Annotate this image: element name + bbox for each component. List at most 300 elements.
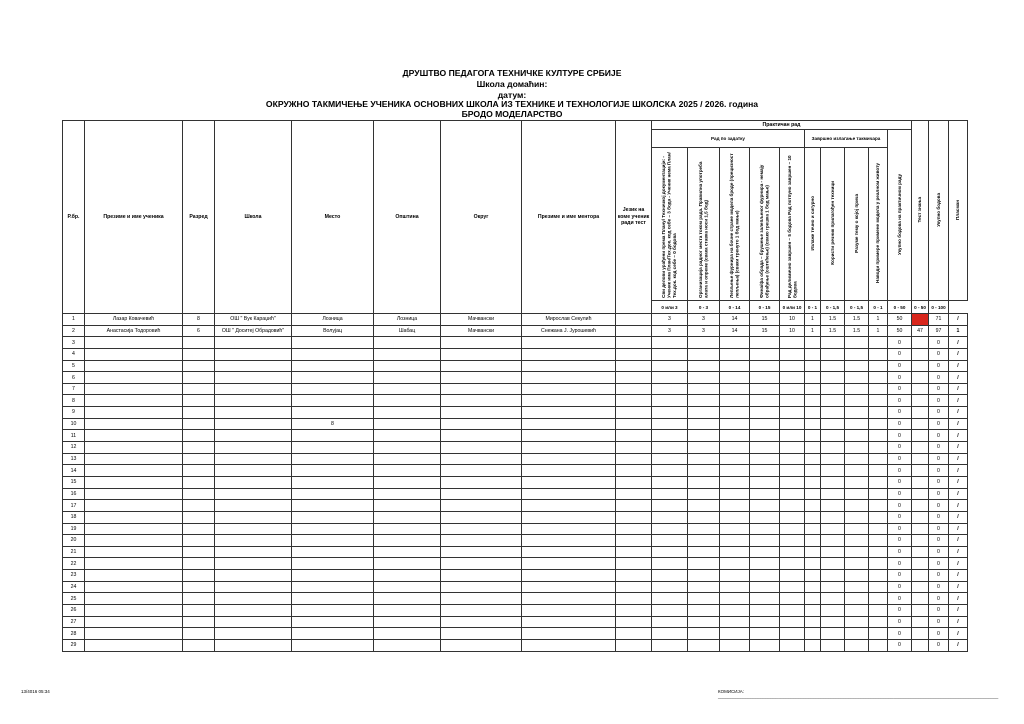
- cell-s3: [720, 337, 750, 349]
- cell-s4: [750, 453, 780, 465]
- cell-municipality: [374, 639, 441, 651]
- cell-language: [616, 639, 652, 651]
- cell-school: ОШ " Вук Караџић": [215, 314, 292, 326]
- cell-s6: [805, 372, 821, 384]
- cell-s9: [869, 511, 888, 523]
- cell-s4: [750, 546, 780, 558]
- cell-s3: [720, 605, 750, 617]
- cell-school: [215, 348, 292, 360]
- cell-s5: [780, 488, 805, 500]
- cell-total: 0: [929, 383, 949, 395]
- cell-mentor: [522, 500, 616, 512]
- cell-s8: [845, 570, 869, 582]
- cell-s6: [805, 593, 821, 605]
- cell-s4: [750, 605, 780, 617]
- cell-s6: [805, 488, 821, 500]
- cell-municipality: [374, 430, 441, 442]
- cell-practical: 0: [888, 500, 912, 512]
- cell-rb: 18: [63, 511, 85, 523]
- cell-s8: [845, 605, 869, 617]
- cell-s6: [805, 360, 821, 372]
- cell-total: 0: [929, 593, 949, 605]
- cell-s3: [720, 546, 750, 558]
- cell-s1: 3: [652, 314, 688, 326]
- cell-s2: [688, 558, 720, 570]
- cell-language: [616, 605, 652, 617]
- cell-s1: [652, 628, 688, 640]
- cell-test: [912, 488, 929, 500]
- cell-mentor: [522, 511, 616, 523]
- cell-mentor: [522, 476, 616, 488]
- cell-s1: [652, 639, 688, 651]
- cell-s1: [652, 500, 688, 512]
- cell-total: 0: [929, 639, 949, 651]
- cell-s7: [821, 465, 845, 477]
- cell-test: [912, 535, 929, 547]
- cell-practical: 0: [888, 453, 912, 465]
- range-cell: 0 или 10: [780, 301, 805, 314]
- cell-s1: [652, 605, 688, 617]
- cell-placement: /: [949, 407, 968, 419]
- cell-s9: [869, 442, 888, 454]
- cell-place: [292, 546, 374, 558]
- cell-district: [441, 639, 522, 651]
- cell-test: [912, 523, 929, 535]
- cell-s2: [688, 453, 720, 465]
- cell-s6: [805, 465, 821, 477]
- cell-placement: /: [949, 348, 968, 360]
- cell-language: [616, 348, 652, 360]
- cell-s7: [821, 453, 845, 465]
- col-header-name: Презиме и име ученика: [85, 121, 183, 314]
- cell-grade: [183, 407, 215, 419]
- table-row: [63, 453, 968, 465]
- cell-s3: [720, 430, 750, 442]
- cell-s7: [821, 395, 845, 407]
- cell-place: [292, 453, 374, 465]
- cell-grade: [183, 628, 215, 640]
- cell-mentor: [522, 372, 616, 384]
- cell-s5: [780, 418, 805, 430]
- cell-municipality: [374, 442, 441, 454]
- cell-rb: 29: [63, 639, 85, 651]
- cell-rb: 23: [63, 570, 85, 582]
- cell-test: [912, 442, 929, 454]
- cell-rb: 26: [63, 605, 85, 617]
- cell-s8: [845, 511, 869, 523]
- cell-name: [85, 407, 183, 419]
- cell-s6: [805, 546, 821, 558]
- cell-s4: [750, 628, 780, 640]
- cell-s8: [845, 558, 869, 570]
- cell-s7: [821, 570, 845, 582]
- cell-test: [912, 348, 929, 360]
- cell-place: [292, 628, 374, 640]
- cell-school: ОШ " Доситеј Обрадовић": [215, 325, 292, 337]
- cell-s3: [720, 639, 750, 651]
- cell-school: [215, 546, 292, 558]
- cell-grade: [183, 500, 215, 512]
- cell-school: [215, 453, 292, 465]
- cell-municipality: [374, 605, 441, 617]
- col-header-placement: Пласман: [955, 199, 961, 220]
- cell-s2: [688, 395, 720, 407]
- cell-s9: [869, 383, 888, 395]
- cell-place: [292, 639, 374, 651]
- cell-language: [616, 616, 652, 628]
- range-cell: 0 - 3: [688, 301, 720, 314]
- cell-s3: [720, 395, 750, 407]
- cell-total: 0: [929, 465, 949, 477]
- cell-municipality: [374, 453, 441, 465]
- cell-grade: [183, 616, 215, 628]
- cell-place: [292, 348, 374, 360]
- cell-s7: [821, 593, 845, 605]
- cell-grade: [183, 581, 215, 593]
- cell-district: [441, 558, 522, 570]
- doc-host-school: Школа домаћин:: [476, 79, 548, 89]
- cell-school: [215, 360, 292, 372]
- table-row: [63, 605, 968, 617]
- cell-mentor: [522, 546, 616, 558]
- table-row: [63, 639, 968, 651]
- cell-school: [215, 639, 292, 651]
- cell-placement: 1: [949, 325, 968, 337]
- cell-s1: [652, 430, 688, 442]
- cell-s8: [845, 360, 869, 372]
- cell-s6: [805, 337, 821, 349]
- cell-s1: [652, 476, 688, 488]
- cell-s5: [780, 593, 805, 605]
- cell-language: [616, 418, 652, 430]
- col-header-district: Округ: [441, 121, 522, 314]
- cell-municipality: [374, 488, 441, 500]
- cell-rb: 2: [63, 325, 85, 337]
- cell-s6: [805, 558, 821, 570]
- table-row: [63, 360, 968, 372]
- cell-s3: [720, 616, 750, 628]
- doc-date: датум:: [497, 90, 527, 100]
- cell-s2: [688, 383, 720, 395]
- cell-school: [215, 383, 292, 395]
- cell-municipality: [374, 558, 441, 570]
- cell-district: [441, 488, 522, 500]
- cell-placement: /: [949, 383, 968, 395]
- cell-municipality: [374, 395, 441, 407]
- cell-s5: 10: [780, 325, 805, 337]
- cell-test: [912, 418, 929, 430]
- cell-s8: [845, 430, 869, 442]
- cell-s8: 1.5: [845, 314, 869, 326]
- table-row: [63, 465, 968, 477]
- cell-language: [616, 372, 652, 384]
- cell-s9: [869, 616, 888, 628]
- cell-place: [292, 465, 374, 477]
- cell-language: [616, 314, 652, 326]
- col-header-p6: Излаже течно и сигурно: [809, 195, 815, 251]
- cell-practical: 0: [888, 407, 912, 419]
- cell-municipality: [374, 511, 441, 523]
- cell-language: [616, 430, 652, 442]
- cell-place: [292, 430, 374, 442]
- cell-total: 0: [929, 418, 949, 430]
- cell-test: [912, 511, 929, 523]
- cell-district: [441, 337, 522, 349]
- table-row: [63, 570, 968, 582]
- col-header-grade: Разред: [183, 121, 215, 314]
- cell-s6: [805, 628, 821, 640]
- cell-s7: [821, 639, 845, 651]
- header-practical: Практичан рад: [652, 121, 912, 130]
- cell-grade: [183, 488, 215, 500]
- cell-rb: 12: [63, 442, 85, 454]
- cell-test: [912, 558, 929, 570]
- cell-s2: [688, 348, 720, 360]
- cell-mentor: [522, 430, 616, 442]
- cell-s6: [805, 430, 821, 442]
- cell-rb: 8: [63, 395, 85, 407]
- cell-grade: [183, 546, 215, 558]
- cell-s7: [821, 500, 845, 512]
- cell-test: [912, 337, 929, 349]
- cell-s3: [720, 442, 750, 454]
- cell-s7: [821, 546, 845, 558]
- cell-s7: [821, 372, 845, 384]
- cell-s1: [652, 570, 688, 582]
- cell-s5: [780, 337, 805, 349]
- table-row: [63, 407, 968, 419]
- cell-place: [292, 395, 374, 407]
- cell-s1: [652, 407, 688, 419]
- cell-practical: 0: [888, 372, 912, 384]
- cell-municipality: [374, 570, 441, 582]
- cell-place: [292, 581, 374, 593]
- cell-placement: /: [949, 476, 968, 488]
- cell-name: [85, 593, 183, 605]
- cell-district: [441, 442, 522, 454]
- cell-school: [215, 418, 292, 430]
- cell-s6: [805, 442, 821, 454]
- col-header-p1: Сви делови урађени према Плану/ Техничкој документацији: - Ученик има План/Тех.док. код себе – 3 бода - Ученик нема План/Тех.док. код себе – 0 бодова: [661, 152, 678, 298]
- cell-s5: [780, 430, 805, 442]
- cell-municipality: [374, 465, 441, 477]
- cell-rb: 16: [63, 488, 85, 500]
- cell-municipality: [374, 476, 441, 488]
- cell-s1: [652, 581, 688, 593]
- cell-s5: [780, 500, 805, 512]
- cell-school: [215, 511, 292, 523]
- cell-s7: [821, 535, 845, 547]
- cell-school: [215, 605, 292, 617]
- cell-s3: [720, 488, 750, 500]
- cell-s2: [688, 488, 720, 500]
- cell-s1: [652, 395, 688, 407]
- cell-place: [292, 605, 374, 617]
- cell-s4: [750, 535, 780, 547]
- cell-s2: [688, 511, 720, 523]
- cell-test: [912, 593, 929, 605]
- cell-s5: [780, 442, 805, 454]
- cell-s2: [688, 593, 720, 605]
- cell-s5: [780, 546, 805, 558]
- cell-s2: [688, 628, 720, 640]
- table-row: [63, 581, 968, 593]
- cell-name: [85, 605, 183, 617]
- cell-s3: [720, 570, 750, 582]
- cell-s8: [845, 639, 869, 651]
- cell-s2: [688, 639, 720, 651]
- cell-mentor: [522, 465, 616, 477]
- cell-name: [85, 476, 183, 488]
- cell-rb: 27: [63, 616, 85, 628]
- doc-title-society: ДРУШТВО ПЕДАГОГА ТЕХНИЧКЕ КУЛТУРЕ СРБИЈЕ: [402, 68, 622, 78]
- cell-s9: [869, 372, 888, 384]
- cell-s2: [688, 407, 720, 419]
- cell-district: [441, 523, 522, 535]
- cell-s9: [869, 348, 888, 360]
- cell-s2: [688, 442, 720, 454]
- cell-language: [616, 558, 652, 570]
- cell-s2: [688, 476, 720, 488]
- cell-s2: 3: [688, 314, 720, 326]
- cell-s1: [652, 453, 688, 465]
- cell-total: 0: [929, 337, 949, 349]
- cell-grade: [183, 570, 215, 582]
- cell-s1: [652, 535, 688, 547]
- cell-municipality: [374, 360, 441, 372]
- table-row: [63, 476, 968, 488]
- cell-s7: [821, 523, 845, 535]
- cell-total: 0: [929, 430, 949, 442]
- range-cell: 0 - 1,5: [845, 301, 869, 314]
- cell-test: [912, 465, 929, 477]
- cell-practical: 0: [888, 395, 912, 407]
- cell-rb: 9: [63, 407, 85, 419]
- cell-s5: [780, 360, 805, 372]
- cell-total: 0: [929, 546, 949, 558]
- cell-s4: [750, 348, 780, 360]
- cell-practical: 50: [888, 314, 912, 326]
- cell-s3: [720, 523, 750, 535]
- cell-s5: [780, 639, 805, 651]
- cell-rb: 13: [63, 453, 85, 465]
- cell-s7: [821, 581, 845, 593]
- cell-rb: 11: [63, 430, 85, 442]
- cell-language: [616, 570, 652, 582]
- cell-district: [441, 465, 522, 477]
- table-row: [63, 430, 968, 442]
- cell-s7: 1.5: [821, 314, 845, 326]
- cell-place: [292, 360, 374, 372]
- cell-language: [616, 500, 652, 512]
- cell-grade: [183, 511, 215, 523]
- cell-s9: [869, 453, 888, 465]
- cell-s1: [652, 418, 688, 430]
- cell-s2: [688, 546, 720, 558]
- cell-district: [441, 430, 522, 442]
- cell-district: [441, 395, 522, 407]
- cell-grade: [183, 337, 215, 349]
- cell-s4: 15: [750, 314, 780, 326]
- cell-place: [292, 616, 374, 628]
- cell-s8: [845, 442, 869, 454]
- cell-district: [441, 453, 522, 465]
- cell-grade: [183, 639, 215, 651]
- cell-s6: [805, 418, 821, 430]
- col-header-p2: Организација радног места током рада. Правилна употреба алата и опреме (свака ставка носи 1,5 бод): [698, 161, 709, 298]
- range-cell: 0 или 3: [652, 301, 688, 314]
- cell-placement: /: [949, 465, 968, 477]
- cell-district: [441, 628, 522, 640]
- cell-s8: [845, 348, 869, 360]
- cell-test: [912, 314, 929, 326]
- cell-placement: /: [949, 628, 968, 640]
- cell-s4: [750, 372, 780, 384]
- cell-s7: [821, 383, 845, 395]
- cell-school: [215, 430, 292, 442]
- cell-total: 97: [929, 325, 949, 337]
- cell-test: [912, 430, 929, 442]
- cell-school: [215, 337, 292, 349]
- cell-s6: [805, 407, 821, 419]
- table-row: [63, 395, 968, 407]
- cell-language: [616, 383, 652, 395]
- cell-s9: [869, 581, 888, 593]
- cell-s7: [821, 430, 845, 442]
- cell-grade: [183, 383, 215, 395]
- cell-s8: [845, 523, 869, 535]
- cell-placement: /: [949, 570, 968, 582]
- cell-place: [292, 523, 374, 535]
- cell-placement: /: [949, 639, 968, 651]
- cell-mentor: [522, 605, 616, 617]
- cell-practical: 0: [888, 348, 912, 360]
- cell-s3: [720, 500, 750, 512]
- cell-placement: /: [949, 616, 968, 628]
- results-table: [62, 120, 968, 652]
- cell-mentor: [522, 523, 616, 535]
- cell-s9: [869, 465, 888, 477]
- cell-rb: 1: [63, 314, 85, 326]
- cell-s3: [720, 407, 750, 419]
- cell-name: [85, 628, 183, 640]
- cell-s4: [750, 581, 780, 593]
- cell-municipality: Лозница: [374, 314, 441, 326]
- cell-total: 0: [929, 407, 949, 419]
- cell-s8: [845, 616, 869, 628]
- cell-mentor: [522, 628, 616, 640]
- cell-s6: [805, 348, 821, 360]
- cell-municipality: [374, 407, 441, 419]
- cell-s4: [750, 418, 780, 430]
- cell-grade: [183, 372, 215, 384]
- cell-placement: /: [949, 488, 968, 500]
- cell-s3: [720, 372, 750, 384]
- cell-s8: [845, 337, 869, 349]
- col-header-p4: Фина/фа обрада – брушење залепљеног фурнира - немају обрађење (оштећење) (свако грешка 1 бод мање): [759, 164, 770, 298]
- cell-mentor: [522, 581, 616, 593]
- cell-rb: 7: [63, 383, 85, 395]
- cell-place: Лозница: [292, 314, 374, 326]
- cell-s5: [780, 616, 805, 628]
- cell-municipality: [374, 418, 441, 430]
- cell-mentor: [522, 593, 616, 605]
- cell-placement: /: [949, 372, 968, 384]
- cell-s1: [652, 383, 688, 395]
- cell-language: [616, 546, 652, 558]
- cell-name: [85, 570, 183, 582]
- cell-rb: 15: [63, 476, 85, 488]
